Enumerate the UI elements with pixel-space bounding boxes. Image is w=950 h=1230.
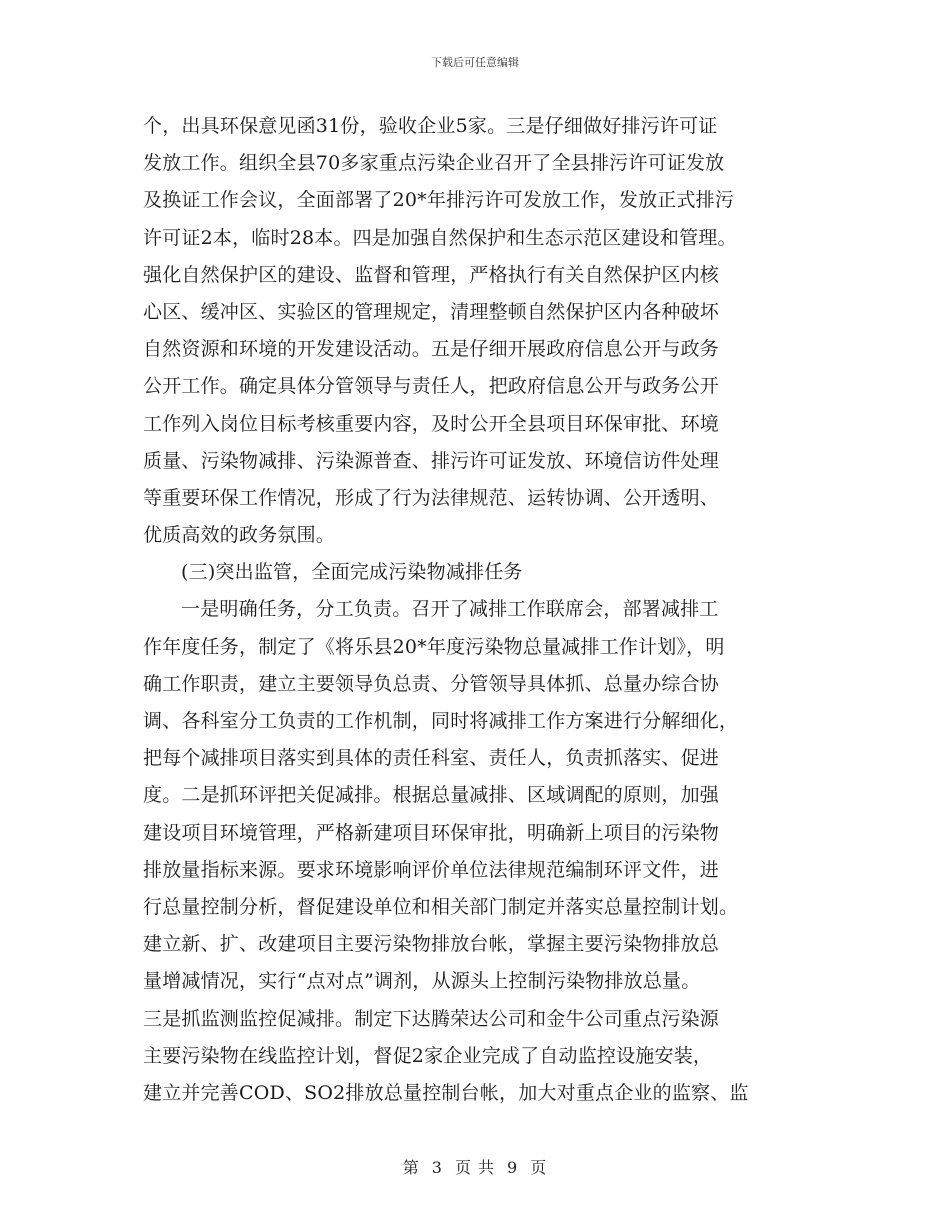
text-line: 调、各科室分工负责的工作机制，同时将减排工作方案进行分解细化， bbox=[143, 710, 739, 732]
text-line: 主要污染物在线监控计划，督促2家企业完成了自动监控设施安装， bbox=[143, 1044, 713, 1067]
text-line: 确工作职责，建立主要领导负总责、分管领导具体抓、总量办综合协 bbox=[143, 672, 720, 695]
footer-middle: 页 共 bbox=[454, 1158, 496, 1177]
text-line: 行总量控制分析，督促建设单位和相关部门制定并落实总量控制计划。 bbox=[143, 895, 739, 918]
body-text bbox=[143, 108, 808, 1112]
text-line: 自然资源和环境的开发建设活动。五是仔细开展政府信息公开与政务 bbox=[143, 338, 720, 361]
text-line: 三是抓监测监控促减排。制定下达腾荣达公司和金牛公司重点污染源 bbox=[143, 1007, 720, 1030]
text-line: 工作列入岗位目标考核重要内容，及时公开全县项目环保审批、环境 bbox=[143, 412, 720, 435]
footer-suffix: 页 bbox=[530, 1158, 548, 1177]
text-line: 质量、污染物减排、污染源普查、排污许可证发放、环境信访件处理 bbox=[143, 449, 720, 472]
text-line: 作年度任务，制定了《将乐县20*年度污染物总量减排工作计划》，明 bbox=[143, 635, 725, 658]
header-note: 下载后可任意编辑 bbox=[431, 56, 519, 69]
text-line: 建立并完善COD、SO2排放总量控制台帐，加大对重点企业的监察、监 bbox=[143, 1081, 749, 1104]
text-line: 许可证2本，临时28本。四是加强自然保护和生态示范区建设和管理。 bbox=[143, 226, 737, 249]
total-pages-number: 9 bbox=[507, 1158, 519, 1177]
text-line: 建立新、扩、改建项目主要污染物排放台帐，掌握主要污染物排放总 bbox=[143, 933, 720, 956]
text-line: 及换证工作会议，全面部署了20*年排污许可发放工作，发放正式排污 bbox=[143, 189, 735, 212]
page-footer bbox=[0, 1155, 950, 1178]
text-line: 把每个减排项目落实到具体的责任科室、责任人，负责抓落实、促进 bbox=[143, 747, 720, 770]
text-line: 心区、缓冲区、实验区的管理规定，清理整顿自然保护区内各种破坏 bbox=[143, 300, 720, 323]
text-line: 优质高效的政务氛围。 bbox=[143, 524, 336, 547]
text-line: 强化自然保护区的建设、监督和管理，严格执行有关自然保护区内核 bbox=[143, 263, 720, 286]
text-line: 度。二是抓环评把关促减排。根据总量减排、区域调配的原则，加强 bbox=[143, 784, 720, 807]
text-line: 排放量指标来源。要求环境影响评价单位法律规范编制环评文件，进 bbox=[143, 858, 720, 881]
section-heading: (三)突出监管，全面完成污染物减排任务 bbox=[181, 561, 523, 584]
text-line: 建设项目环境管理，严格新建项目环保审批，明确新上项目的污染物 bbox=[143, 821, 720, 844]
current-page-number: 3 bbox=[431, 1158, 443, 1177]
text-line: 公开工作。确定具体分管领导与责任人，把政府信息公开与政务公开 bbox=[143, 375, 720, 398]
text-line: 个，出具环保意见函31份，验收企业5家。三是仔细做好排污许可证 bbox=[143, 115, 718, 137]
footer-prefix: 第 bbox=[402, 1158, 420, 1177]
text-line: 一是明确任务，分工负责。召开了减排工作联席会，部署减排工 bbox=[181, 598, 719, 621]
text-line: 量增减情况，实行“点对点”调剂，从源头上控制污染物排放总量。 bbox=[143, 970, 701, 993]
text-line: 等重要环保工作情况，形成了行为法律规范、运转协调、公开透明、 bbox=[143, 486, 720, 509]
text-line: 发放工作。组织全县70多家重点污染企业召开了全县排污许可证发放 bbox=[143, 152, 725, 175]
